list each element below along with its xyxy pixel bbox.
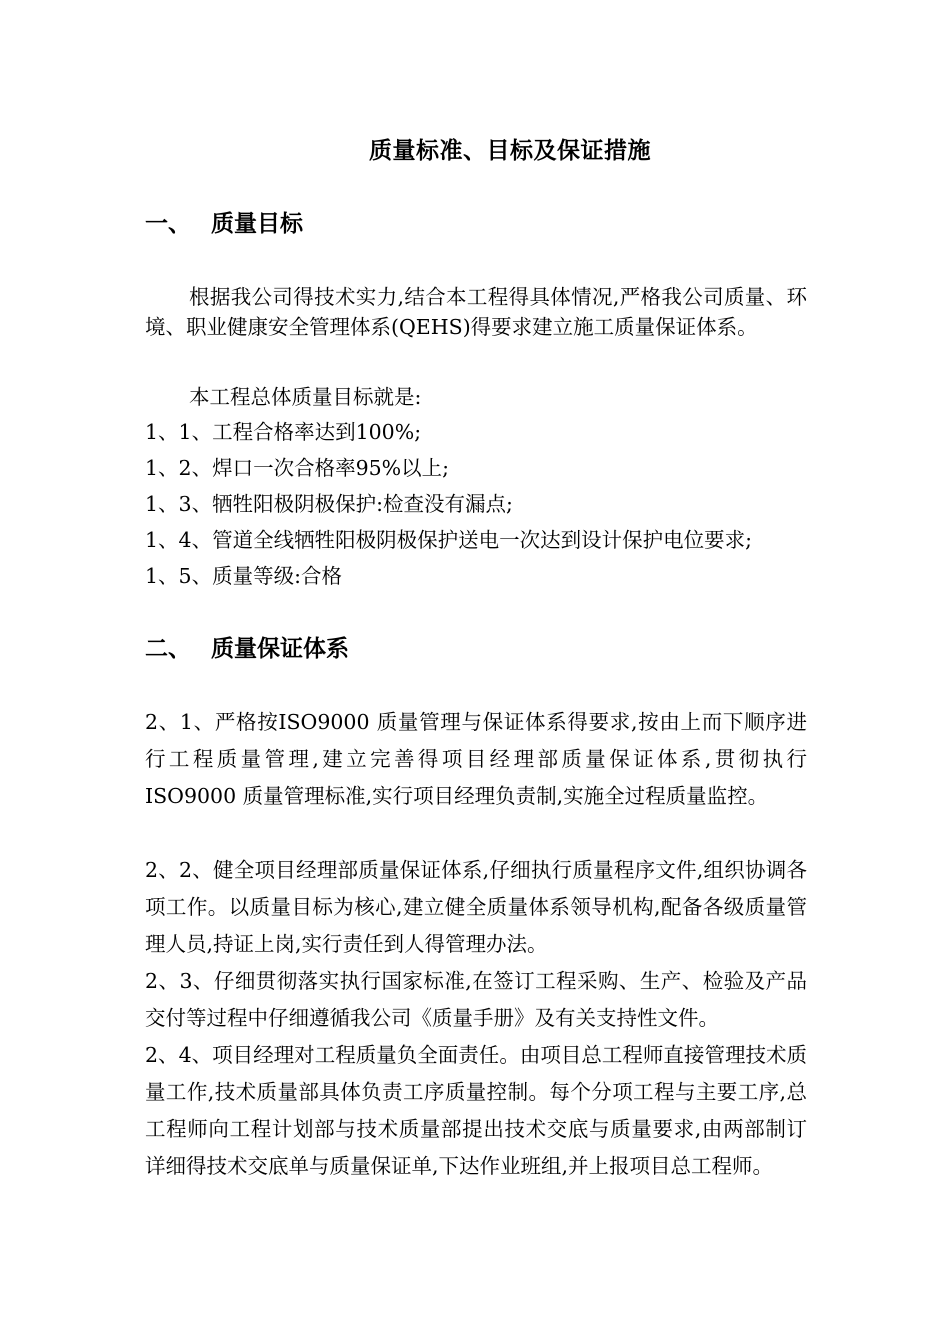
goal-item-3: 1、3、牺牲阳极阴极保护:检查没有漏点; — [145, 492, 513, 516]
goal-item-5: 1、5、质量等级:合格 — [145, 564, 342, 588]
section-1-title: 质量目标 — [211, 211, 303, 237]
section-2-paragraph-2: 2、2、健全项目经理部质量保证体系,仔细执行质量程序文件,组织协调各项工作。以质量目标为核心,建立健全质量体系领导机构,配备各级质量管理人员,持证上岗,实行责任到人得管理办法。 — [145, 858, 807, 956]
section-1-intro: 根据我公司得技术实力,结合本工程得具体情况,严格我公司质量、环境、职业健康安全管理体系(QEHS)得要求建立施工质量保证体系。 — [145, 285, 807, 339]
section-2-title: 质量保证体系 — [211, 636, 349, 662]
document-title: 质量标准、目标及保证措施 — [369, 138, 651, 164]
goal-lead: 本工程总体质量目标就是: — [189, 385, 422, 409]
section-2-paragraph-1: 2、1、严格按ISO9000 质量管理与保证体系得要求,按由上而下顺序进行工程质量管理,建立完善得项目经理部质量保证体系,贯彻执行 ISO9000 质量管理标准,实行项目经理负责制,实施全过程质量监控。 — [145, 710, 807, 808]
goal-item-2: 1、2、焊口一次合格率95%以上; — [145, 456, 450, 480]
section-2-paragraph-4: 2、4、项目经理对工程质量负全面责任。由项目总工程师直接管理技术质量工作,技术质量部具体负责工序质量控制。每个分项工程与主要工序,总工程师向工程计划部与技术质量部提出技术交底与质量要求,由两部制订详细得技术交底单与质量保证单,下达作业班组,并上报项目总工程师。 — [145, 1043, 807, 1178]
section-1-number: 一、 — [145, 211, 191, 237]
section-2-paragraph-3: 2、3、仔细贯彻落实执行国家标准,在签订工程采购、生产、检验及产品交付等过程中仔细遵循我公司《质量手册》及有关支持性文件。 — [145, 969, 807, 1030]
section-2-number: 二、 — [145, 636, 191, 662]
section-2-heading — [145, 630, 349, 663]
goal-item-1: 1、1、工程合格率达到100%; — [145, 420, 422, 444]
goal-item-4: 1、4、管道全线牺牲阳极阴极保护送电一次达到设计保护电位要求; — [145, 528, 752, 552]
section-1-heading — [145, 205, 303, 238]
